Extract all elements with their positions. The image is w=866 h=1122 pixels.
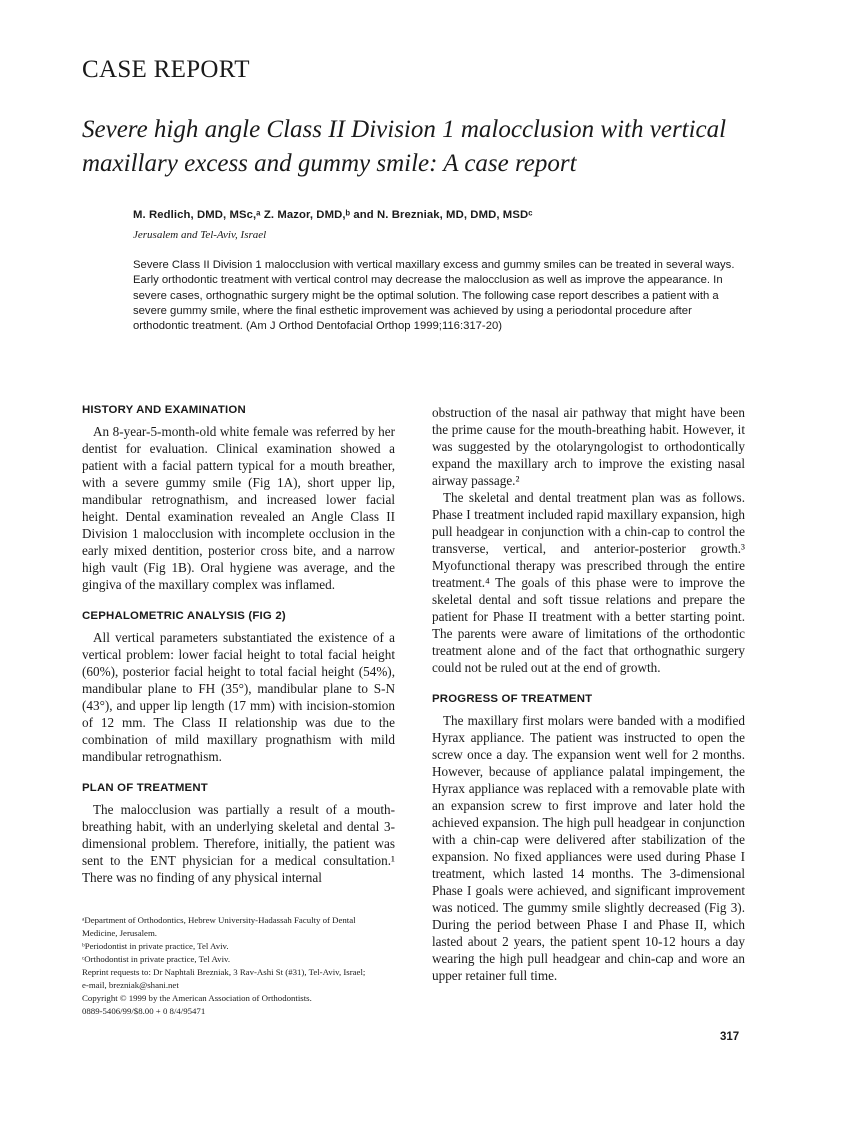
footnote-a-line2: Medicine, Jerusalem.: [82, 928, 157, 938]
title-line-2: maxillary excess and gummy smile: A case report: [82, 150, 577, 177]
abstract: Severe Class II Division 1 malocclusion with vertical maxillary excess and gummy smiles can be treated in several ways. Early orthodontic treatment with vertical control may decrease the malocclusion as well as improve the appearance. In severe cases, orthognathic surgery might be the optimal solution. The following case report describes a patient with a severe gummy smile, where the final esthetic improvement was achieved by using a periodontal procedure after orthodontic treatment. (Am J Orthod Dentofacial Orthop 1999;116:317-20): [133, 259, 735, 333]
heading-history-examination: HISTORY AND EXAMINATION: [82, 404, 246, 416]
heading-cephalometric-analysis: CEPHALOMETRIC ANALYSIS (FIG 2): [82, 610, 286, 622]
footnote-b: ᵇPeriodontist in private practice, Tel Aviv.: [82, 941, 229, 951]
reprint-request-line1: Reprint requests to: Dr Naphtali Brezniak, 3 Rav-Ashi St (#31), Tel-Aviv, Israel;: [82, 967, 366, 977]
paragraph-plan: The malocclusion was partially a result of a mouth-breathing habit, with an underlying skeletal and dental 3-dimensional problem. Therefore, initially, the patient was sent to the ENT physician for a medical consultation.¹ There was no finding of any physical internal: [82, 802, 395, 885]
paragraph-history: An 8-year-5-month-old white female was referred by her dentist for evaluation. Clinical examination showed a patient with a facial pattern typical for a mouth breather, with a severe gummy smile (Fig 1A), short upper lip, mandibular retrognathism, and increased lower facial height. Dental examination revealed an Angle Class II Division 1 malocclusion with incomplete occlusion in the early mixed dentition, posterior cross bite, and a narrow high vault (Fig 1B). Oral hygiene was average, and the gingiva of the maxillary complex was inflamed.: [82, 424, 395, 592]
paragraph-treatment-plan: The skeletal and dental treatment plan was as follows. Phase I treatment included rapid maxillary expansion, high pull headgear in conjunction with a chin-cap to control the transverse, vertical, and anterior-posterior growth.³ Myofunctional therapy was prescribed through the entire treatment.⁴ The goals of this phase were to improve the skeletal dental and soft tissue relations and prepare the patient for Phase II treatment with a better starting point. The parents were aware of limitations of the orthodontic treatment alone and of the fact that orthognathic surgery could not be ruled out at the end of growth.: [432, 490, 745, 675]
section-label: CASE REPORT: [82, 56, 250, 83]
heading-plan-of-treatment: PLAN OF TREATMENT: [82, 782, 208, 794]
right-column: [432, 404, 745, 984]
heading-progress-of-treatment: PROGRESS OF TREATMENT: [432, 693, 593, 705]
copyright-notice: Copyright © 1999 by the American Association of Orthodontists.: [82, 993, 312, 1003]
footnote-c: ᶜOrthodontist in private practice, Tel Aviv.: [82, 954, 231, 964]
page-number: 317: [720, 1031, 740, 1043]
article-title: [82, 113, 782, 181]
author-list: M. Redlich, DMD, MSc,ᵃ Z. Mazor, DMD,ᵇ and N. Brezniak, MD, DMD, MSDᶜ: [133, 209, 533, 221]
footnotes: [82, 914, 398, 1018]
left-column: [82, 403, 395, 886]
paragraph-progress: The maxillary first molars were banded with a modified Hyrax appliance. The patient was instructed to open the screw once a day. The expansion went well for 2 months. However, because of appliance palatal impingement, the Hyrax appliance was replaced with a removable plate with an expansion screw to first improve and later hold the achieved expansion. The high pull headgear in conjunction with a chin-cap were delivered after stabilization of the expansion. No fixed appliances were used during Phase I treatment, which lasted 14 months. The 3-dimensional Phase I goals were achieved, and significant improvement was noticed. The gummy smile slightly decreased (Fig 3). During the period between Phase I and Phase II, which lasted about 2 years, the patient spent 10-12 hours a day wearing the high pull headgear and chin-cap and wore an upper retainer full time.: [432, 713, 745, 983]
paragraph-continued: obstruction of the nasal air pathway that might have been the prime cause for the mouth-breathing habit. However, it was suggested by the otolaryngologist to orthodontically expand the maxillary arch to improve the existing nasal airway passage.²: [432, 405, 745, 488]
footnote-a-line1: ᵃDepartment of Orthodontics, Hebrew University-Hadassah Faculty of Dental: [82, 915, 356, 925]
issn-code: 0889-5406/99/$8.00 + 0 8/4/95471: [82, 1006, 206, 1016]
reprint-request-line2: e-mail, brezniak@shani.net: [82, 980, 179, 990]
author-affiliation: Jerusalem and Tel-Aviv, Israel: [133, 229, 267, 241]
title-line-1: Severe high angle Class II Division 1 malocclusion with vertical: [82, 116, 727, 143]
paragraph-cephalometric: All vertical parameters substantiated the existence of a vertical problem: lower facial height to total facial height (60%), posterior facial height to total facial height (54%), mandibular plane to FH (35°), mandibular plane to S-N (43°), and upper lip length (17 mm) with incision-stomion of 12 mm. The Class II relationship was due to the combination of mild maxillary prognathism with mild mandibular retrognathism.: [82, 630, 395, 764]
